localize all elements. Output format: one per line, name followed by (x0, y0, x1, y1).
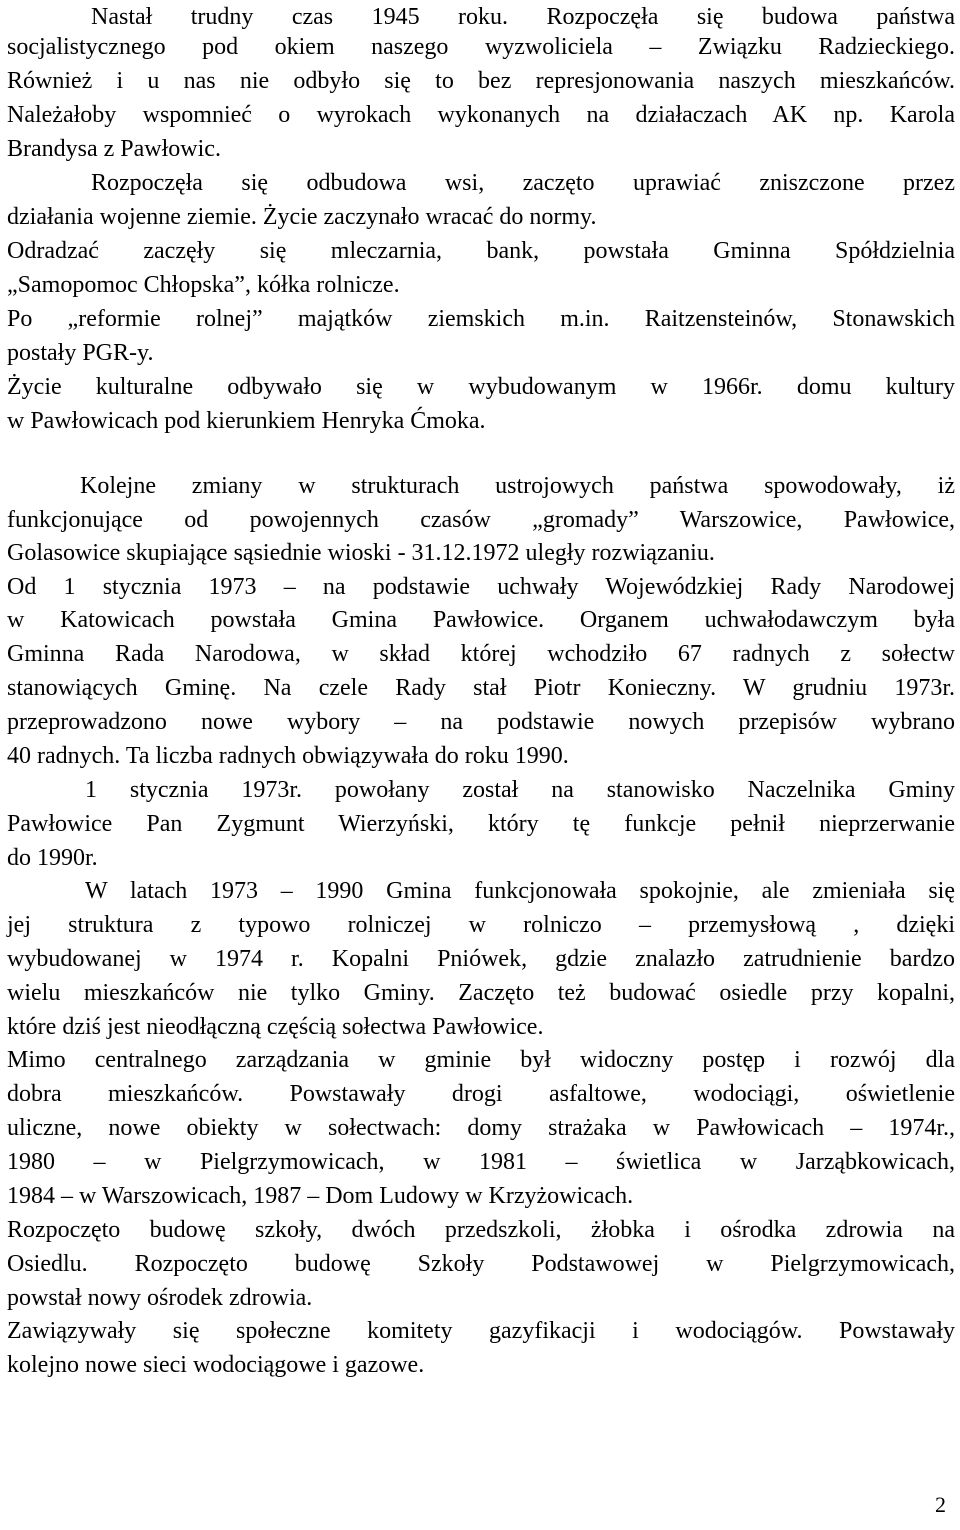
text-line: Należałoby wspomnieć o wyrokach wykonanych na działaczach AK np. Karola (7, 102, 955, 128)
text-line: 40 radnych. Ta liczba radnych obwiązywała do roku 1990. (7, 743, 569, 769)
text-line: Rozpoczęła się odbudowa wsi, zaczęto uprawiać zniszczone przez (91, 170, 955, 196)
text-line: socjalistycznego pod okiem naszego wyzwoliciela – Związku Radzieckiego. (7, 34, 955, 60)
text-line: przeprowadzono nowe wybory – na podstawie nowych przepisów wybrano (7, 709, 955, 735)
text-line: Po „reformie rolnej” majątków ziemskich m.in. Raitzensteinów, Stonawskich (7, 306, 955, 332)
text-line: postały PGR-y. (7, 340, 154, 366)
text-line: wybudowanej w 1974 r. Kopalni Pniówek, gdzie znalazło zatrudnienie bardzo (7, 946, 955, 972)
text-line: 1980 – w Pielgrzymowicach, w 1981 – świetlica w Jarząbkowicach, (7, 1149, 955, 1175)
text-line: funkcjonujące od powojennych czasów „gromady” Warszowice, Pawłowice, (7, 507, 955, 533)
text-line: „Samopomoc Chłopska”, kółka rolnicze. (7, 272, 400, 298)
text-line: Również i u nas nie odbyło się to bez represjonowania naszych mieszkańców. (7, 68, 955, 94)
text-line: kolejno nowe sieci wodociągowe i gazowe. (7, 1352, 425, 1378)
text-line: Nastał trudny czas 1945 roku. Rozpoczęła się budowa państwa (91, 4, 955, 30)
page-number: 2 (935, 1492, 946, 1517)
text-line: które dziś jest nieodłączną częścią sołectwa Pawłowice. (7, 1014, 544, 1040)
text-line: w Katowicach powstała Gmina Pawłowice. Organem uchwałodawczym była (7, 607, 955, 633)
text-line: stanowiących Gminę. Na czele Rady stał Piotr Konieczny. W grudniu 1973r. (7, 675, 955, 701)
text-line: Rozpoczęto budowę szkoły, dwóch przedszkoli, żłobka i ośrodka zdrowia na (7, 1217, 955, 1243)
text-line: w Pawłowicach pod kierunkiem Henryka Ćmoka. (7, 408, 486, 434)
text-line: Kolejne zmiany w strukturach ustrojowych państwa spowodowały, iż (80, 473, 955, 499)
text-line: wielu mieszkańców nie tylko Gminy. Zaczęto też budować osiedle przy kopalni, (7, 980, 955, 1006)
text-line: 1984 – w Warszowicach, 1987 – Dom Ludowy w Krzyżowicach. (7, 1183, 634, 1209)
text-line: W latach 1973 – 1990 Gmina funkcjonowała spokojnie, ale zmieniała się (85, 878, 955, 904)
text-line: powstał nowy ośrodek zdrowia. (7, 1285, 313, 1311)
text-line: Życie kulturalne odbywało się w wybudowanym w 1966r. domu kultury (7, 374, 955, 400)
text-line: uliczne, nowe obiekty w sołectwach: domy strażaka w Pawłowicach – 1974r., (7, 1115, 955, 1141)
text-line: Brandysa z Pawłowic. (7, 136, 221, 162)
text-line: Zawiązywały się społeczne komitety gazyfikacji i wodociągów. Powstawały (7, 1318, 955, 1344)
text-line: Golasowice skupiające sąsiednie wioski - 31.12.1972 uległy rozwiązaniu. (7, 540, 715, 566)
text-line: Odradzać zaczęły się mleczarnia, bank, powstała Gminna Spółdzielnia (7, 238, 955, 264)
text-line: dobra mieszkańców. Powstawały drogi asfaltowe, wodociągi, oświetlenie (7, 1081, 955, 1107)
text-line: działania wojenne ziemie. Życie zaczynało wracać do normy. (7, 204, 597, 230)
text-line: 1 stycznia 1973r. powołany został na stanowisko Naczelnika Gminy (85, 777, 955, 803)
text-line: do 1990r. (7, 845, 98, 871)
text-line: Mimo centralnego zarządzania w gminie był widoczny postęp i rozwój dla (7, 1047, 955, 1073)
text-line: Gminna Rada Narodowa, w skład której wchodziło 67 radnych z sołectw (7, 641, 955, 667)
text-line: jej struktura z typowo rolniczej w rolniczo – przemysłową , dzięki (7, 912, 955, 938)
text-line: Od 1 stycznia 1973 – na podstawie uchwały Wojewódzkiej Rady Narodowej (7, 574, 955, 600)
text-line: Pawłowice Pan Zygmunt Wierzyński, który tę funkcje pełnił nieprzerwanie (7, 811, 955, 837)
text-line: Osiedlu. Rozpoczęto budowę Szkoły Podstawowej w Pielgrzymowicach, (7, 1251, 955, 1277)
